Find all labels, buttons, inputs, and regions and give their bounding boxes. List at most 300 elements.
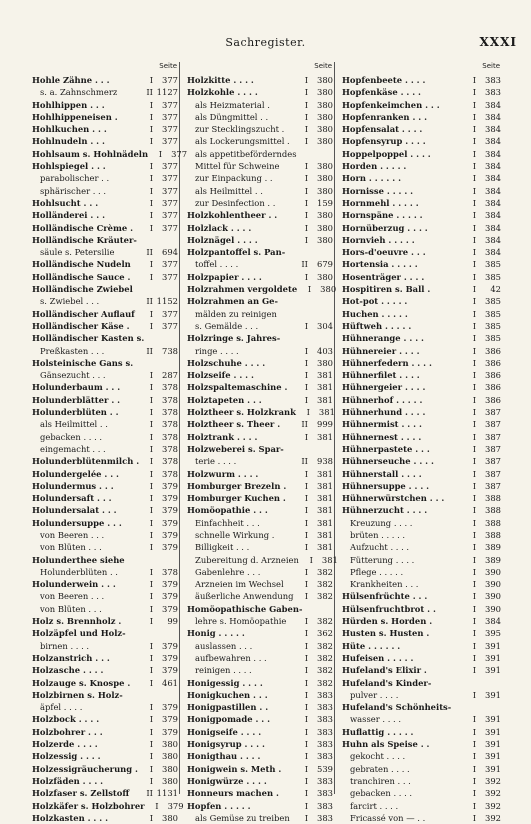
index-entry — [342, 418, 502, 430]
entry-page: 386 — [485, 345, 501, 356]
index-entry — [32, 258, 179, 270]
index-entry — [342, 492, 502, 504]
index-entry — [32, 590, 179, 602]
entry-page: 378 — [162, 394, 178, 405]
entry-volume: I — [304, 591, 308, 602]
entry-term: Aufzucht . . . . — [350, 542, 410, 553]
entry-page: 377 — [162, 99, 178, 110]
index-entry — [32, 99, 179, 111]
index-entry — [342, 787, 502, 799]
entry-volume: I — [304, 431, 308, 442]
entry-term: Holzasche . . . . — [32, 665, 104, 676]
index-entry — [32, 738, 179, 750]
entry-term: Hühnernest . . . . — [342, 431, 422, 442]
entry-page: 381 — [317, 493, 333, 504]
index-entry — [32, 357, 179, 369]
entry-term: Homöopathische Gaben- — [187, 603, 303, 614]
entry-volume: I — [304, 480, 308, 491]
entry-volume: I — [149, 320, 153, 331]
entry-page: 391 — [485, 665, 501, 676]
entry-term: Hohlkuchen . . . — [32, 124, 107, 135]
entry-term: Hohlhippen . . . — [32, 99, 105, 110]
entry-volume: I — [472, 763, 476, 774]
entry-page: 378 — [162, 382, 178, 393]
entry-page: 389 — [485, 554, 501, 565]
entry-term: toffel . . . . — [195, 259, 239, 270]
entry-page: 383 — [317, 751, 333, 762]
entry-volume: I — [472, 271, 476, 282]
index-entry — [32, 787, 179, 799]
index-entry — [187, 554, 338, 566]
entry-volume: I — [472, 493, 476, 504]
entry-page: 382 — [317, 640, 333, 651]
entry-page: 384 — [485, 234, 501, 245]
entry-term: Fricassé von — . . — [350, 812, 426, 823]
entry-page: 380 — [317, 75, 333, 85]
index-entry — [342, 763, 502, 775]
entry-page: 383 — [317, 702, 333, 713]
entry-page: 379 — [162, 529, 178, 540]
entry-term: Holzpapier . . . . — [187, 271, 262, 282]
entry-page: 380 — [317, 124, 333, 135]
entry-page: 377 — [162, 185, 178, 196]
entry-page: 385 — [485, 259, 501, 270]
entry-term: wasser . . . . — [350, 714, 402, 725]
index-column-2 — [187, 62, 338, 823]
entry-volume: I — [304, 800, 308, 811]
entry-page: 383 — [317, 689, 333, 700]
entry-volume: I — [149, 812, 153, 823]
entry-term: Hortensia . . . . . — [342, 259, 418, 270]
index-entry — [342, 701, 502, 713]
entry-term: gebraten . . . . — [350, 763, 410, 774]
entry-term: auslassen . . . — [195, 640, 253, 651]
index-entry — [187, 787, 334, 799]
index-entry — [32, 443, 179, 455]
index-entry — [187, 713, 334, 725]
index-entry — [342, 775, 502, 787]
entry-page: 679 — [317, 259, 333, 270]
index-entry — [342, 111, 502, 123]
entry-term: Hohlsucht . . . — [32, 197, 99, 208]
entry-term: Holzseife . . . . — [187, 370, 254, 381]
entry-volume: I — [472, 148, 476, 159]
entry-volume: I — [304, 542, 308, 553]
entry-page: 384 — [485, 124, 501, 135]
entry-page: 386 — [485, 370, 501, 381]
index-entry — [32, 603, 179, 615]
entry-page: 379 — [162, 517, 178, 528]
entry-volume: I — [149, 419, 153, 430]
entry-volume: I — [149, 468, 153, 479]
entry-term: Honigwein s. Meth . — [187, 763, 282, 774]
entry-page: 378 — [162, 431, 178, 442]
seite-label: Seite — [482, 62, 500, 70]
index-entry — [342, 541, 502, 553]
entry-term: birnen . . . . — [40, 640, 90, 651]
entry-term: Honigsyrup . . . . — [187, 739, 265, 750]
entry-volume: I — [472, 296, 476, 307]
entry-volume: I — [304, 99, 308, 110]
index-entry — [32, 652, 179, 664]
entry-term: von Blüten . . . — [40, 542, 102, 553]
entry-volume: I — [304, 579, 308, 590]
index-entry — [342, 345, 502, 357]
entry-volume: I — [472, 345, 476, 356]
entry-volume: I — [304, 468, 308, 479]
entry-term: mälden zu reinigen — [195, 308, 277, 319]
index-entry — [32, 271, 179, 283]
index-entry — [32, 468, 179, 480]
entry-page: 380 — [162, 751, 178, 762]
entry-page: 382 — [317, 579, 333, 590]
index-entry — [342, 640, 502, 652]
index-entry — [187, 726, 334, 738]
entry-volume: I — [304, 75, 308, 85]
entry-volume: I — [472, 714, 476, 725]
index-entry — [32, 431, 179, 443]
entry-page: 380 — [317, 234, 333, 245]
entry-page: 384 — [485, 136, 501, 147]
entry-page: 380 — [317, 136, 333, 147]
entry-volume: I — [472, 161, 476, 172]
entry-term: Holländischer Auflauf — [32, 308, 135, 319]
entry-volume: I — [304, 271, 308, 282]
entry-term: Huflattig . . . . . — [342, 726, 414, 737]
entry-volume: I — [149, 566, 153, 577]
index-entry — [32, 209, 179, 221]
index-entry — [342, 74, 502, 86]
entry-page: 379 — [162, 714, 178, 725]
index-entry — [187, 381, 334, 393]
entry-volume: I — [472, 665, 476, 676]
index-column-1 — [32, 62, 188, 823]
entry-volume: I — [472, 185, 476, 196]
entry-volume: I — [472, 419, 476, 430]
entry-term: Arzneien im Wechsel — [195, 579, 284, 590]
index-entry — [32, 627, 179, 639]
entry-page: 377 — [162, 222, 178, 233]
entry-term: Holztapeten . . . — [187, 394, 262, 405]
entry-volume: I — [472, 800, 476, 811]
entry-volume: I — [307, 284, 312, 295]
entry-term: Holländischer Käse . — [32, 320, 130, 331]
index-entry — [342, 431, 502, 443]
entry-page: 390 — [485, 579, 501, 590]
index-column-3 — [342, 62, 502, 823]
entry-volume: I — [149, 640, 153, 651]
index-entry — [32, 148, 188, 160]
entry-term: Holzwurm . . . . — [187, 468, 259, 479]
entry-volume: I — [472, 87, 476, 98]
entry-term: Billigkeit . . . — [195, 542, 250, 553]
entry-term: parabolischer . . — [40, 173, 110, 184]
entry-term: Hopfenranken . . . — [342, 111, 428, 122]
entry-term: Holz s. Brennholz . — [32, 616, 122, 627]
index-entry — [32, 394, 179, 406]
index-entry — [342, 394, 502, 406]
entry-page: 384 — [485, 99, 501, 110]
entry-page: 379 — [162, 542, 178, 553]
entry-term: Holzäpfel und Holz- — [32, 628, 126, 639]
index-entry — [32, 86, 179, 98]
entry-term: Honigessig . . . . — [187, 677, 263, 688]
entry-page: 391 — [485, 640, 501, 651]
index-entry — [187, 627, 334, 639]
entry-page: 381 — [317, 480, 333, 491]
entry-volume: I — [304, 763, 308, 774]
entry-volume: I — [149, 739, 153, 750]
index-entry — [32, 172, 179, 184]
entry-term: als Heizmaterial . — [195, 99, 270, 110]
index-entry — [187, 701, 334, 713]
entry-page: 379 — [162, 603, 178, 614]
entry-page: 391 — [485, 714, 501, 725]
entry-volume: I — [304, 493, 308, 504]
entry-term: Holzbock . . . . — [32, 714, 100, 725]
entry-volume: I — [472, 726, 476, 737]
index-entry — [342, 222, 502, 234]
entry-volume: I — [472, 308, 476, 319]
index-entry — [32, 185, 179, 197]
entry-term: Fütterung . . . . — [350, 554, 415, 565]
entry-term: Einfachheit . . . — [195, 517, 260, 528]
entry-volume: I — [149, 308, 153, 319]
index-entry — [342, 738, 502, 750]
entry-page: 383 — [317, 788, 333, 799]
entry-volume: I — [304, 234, 308, 245]
entry-volume: I — [149, 775, 153, 786]
entry-page: 391 — [485, 751, 501, 762]
entry-volume: I — [149, 517, 153, 528]
index-entry — [342, 308, 502, 320]
entry-volume: I — [149, 271, 153, 282]
entry-term: Honigpastillen . . — [187, 702, 269, 713]
entry-page: 385 — [485, 308, 501, 319]
entry-volume: I — [149, 210, 153, 221]
index-entry — [32, 135, 179, 147]
entry-page: 380 — [162, 775, 178, 786]
entry-term: äpfel . . . . — [40, 702, 83, 713]
index-entry — [32, 295, 179, 307]
entry-page: 381 — [317, 529, 333, 540]
entry-term: Holundersalat . . . — [32, 505, 117, 516]
entry-volume: I — [304, 652, 308, 663]
index-entry — [342, 271, 502, 283]
entry-volume: I — [472, 124, 476, 135]
entry-page: 380 — [317, 173, 333, 184]
index-entry — [187, 566, 334, 578]
entry-page: 377 — [162, 75, 178, 85]
entry-term: terie . . . . — [195, 456, 237, 467]
entry-page: 403 — [317, 345, 333, 356]
entry-term: Holzbirnen s. Holz- — [32, 689, 123, 700]
entry-page: 379 — [162, 702, 178, 713]
entry-volume: I — [472, 542, 476, 553]
entry-volume: I — [304, 87, 308, 98]
entry-term: Holzweberei s. Spar- — [187, 443, 284, 454]
entry-term: Holzlack . . . . — [187, 222, 252, 233]
index-entry — [187, 800, 334, 812]
index-entry — [32, 123, 179, 135]
entry-volume: I — [472, 739, 476, 750]
entry-page: 391 — [485, 726, 501, 737]
entry-term: pulver . . . . — [350, 689, 399, 700]
entry-volume: I — [472, 111, 476, 122]
index-entry — [187, 812, 334, 824]
entry-term: Hühnereier . . . . — [342, 345, 420, 356]
entry-page: 388 — [485, 505, 501, 516]
entry-term: Hot-pot . . . . . — [342, 296, 408, 307]
entry-term: brüten . . . . . — [350, 529, 406, 540]
entry-page: 378 — [162, 443, 178, 454]
index-entry — [32, 763, 179, 775]
index-entry — [342, 750, 502, 762]
entry-term: Holunderblütenmilch . — [32, 456, 140, 467]
entry-page: 99 — [167, 616, 178, 627]
entry-page: 391 — [485, 739, 501, 750]
entry-term: Holztrank . . . . — [187, 431, 258, 442]
entry-term: zur Desinfection . . — [195, 197, 276, 208]
entry-term: ringe . . . . — [195, 345, 239, 356]
entry-term: gekocht . . . . — [350, 751, 406, 762]
entry-volume: I — [304, 788, 308, 799]
entry-page: 380 — [162, 739, 178, 750]
entry-term: Hühnerseuche . . . . — [342, 456, 434, 467]
entry-term: s. a. Zahnschmerz — [40, 87, 118, 98]
index-entry — [32, 677, 179, 689]
entry-page: 380 — [162, 763, 178, 774]
index-entry — [342, 258, 502, 270]
entry-term: Holzrahmen an Ge- — [187, 296, 278, 307]
index-entry — [187, 320, 334, 332]
entry-term: Holundergelée . . . — [32, 468, 119, 479]
entry-page: 380 — [317, 87, 333, 98]
entry-page: 381 — [317, 431, 333, 442]
entry-term: Holzschuhe . . . . — [187, 357, 266, 368]
entry-term: Holzkohle . . . . — [187, 87, 258, 98]
index-entry — [187, 197, 334, 209]
entry-volume: I — [304, 677, 308, 688]
entry-page: 938 — [317, 456, 333, 467]
entry-page: 378 — [162, 456, 179, 467]
entry-volume: I — [304, 714, 308, 725]
page-title: Sachregister. — [225, 36, 306, 49]
entry-volume: I — [304, 185, 308, 196]
entry-page: 42 — [490, 284, 501, 295]
entry-term: Husten s. Husten . — [342, 628, 430, 639]
entry-volume: I — [472, 210, 476, 221]
entry-term: Holländische Zwiebel — [32, 284, 133, 295]
entry-page: 380 — [162, 812, 178, 823]
entry-volume: I — [472, 640, 476, 651]
entry-term: Holunderthee siehe — [32, 554, 125, 565]
index-entry — [187, 492, 334, 504]
entry-page: 378 — [162, 566, 178, 577]
index-entry — [187, 689, 334, 701]
entry-volume: I — [149, 259, 153, 270]
entry-page: 384 — [485, 616, 501, 627]
index-entry — [32, 283, 179, 295]
entry-volume: I — [149, 665, 153, 676]
entry-term: Kreuzung . . . . — [350, 517, 413, 528]
entry-page: 387 — [485, 431, 501, 442]
entry-page: 380 — [317, 111, 333, 122]
entry-term: Gänsezucht . . . — [40, 370, 106, 381]
entry-volume: I — [472, 247, 476, 258]
entry-volume: I — [304, 357, 308, 368]
index-entry — [187, 74, 334, 86]
entry-page: 379 — [162, 640, 178, 651]
index-entry — [187, 652, 334, 664]
entry-volume: I — [304, 394, 308, 405]
entry-page: 382 — [317, 652, 333, 663]
index-entry — [32, 701, 179, 713]
entry-term: Hohle Zähne . . . — [32, 75, 110, 85]
index-entry — [187, 295, 334, 307]
entry-volume: I — [149, 652, 153, 663]
entry-volume: I — [472, 591, 476, 602]
seite-label: Seite — [314, 62, 332, 70]
entry-term: Hühnermist . . . . — [342, 419, 422, 430]
index-entry — [32, 504, 179, 516]
entry-term: Holznägel . . . . — [187, 234, 258, 245]
index-entry — [187, 738, 334, 750]
entry-page: 385 — [485, 333, 501, 344]
index-entry — [187, 418, 334, 430]
entry-page: 383 — [317, 726, 333, 737]
index-entry — [342, 123, 502, 135]
index-entry — [187, 234, 334, 246]
index-entry — [187, 517, 334, 529]
entry-page: 392 — [485, 788, 501, 799]
entry-term: farcirt . . . . — [350, 800, 399, 811]
entry-volume: I — [472, 197, 476, 208]
index-entry — [187, 123, 334, 135]
entry-volume: I — [149, 702, 153, 713]
entry-volume: I — [472, 812, 476, 823]
entry-volume: I — [304, 616, 308, 627]
index-entry — [32, 234, 179, 246]
entry-volume: I — [149, 763, 153, 774]
entry-term: s. Zwiebel . . . — [40, 296, 100, 307]
index-entry — [187, 332, 334, 344]
entry-volume: I — [472, 751, 476, 762]
index-entry — [187, 763, 334, 775]
entry-volume: I — [472, 407, 476, 418]
entry-volume: I — [304, 665, 308, 676]
entry-term: eingemacht . . . — [40, 443, 106, 454]
index-entry — [32, 160, 179, 172]
entry-page: 379 — [162, 726, 178, 737]
entry-term: von Beeren . . . — [40, 529, 105, 540]
entry-term: zur Einpackung . . — [195, 173, 273, 184]
index-entry — [342, 566, 502, 578]
index-entry — [342, 504, 502, 516]
index-entry — [187, 750, 334, 762]
entry-volume: II — [301, 419, 308, 430]
entry-term: Hühnerwürstchen . . . — [342, 493, 445, 504]
entry-page: 383 — [317, 800, 333, 811]
index-entry — [187, 455, 334, 467]
entry-term: Hospitiren s. Ball . — [342, 284, 431, 295]
entry-page: 379 — [162, 591, 178, 602]
entry-volume: I — [472, 75, 476, 85]
entry-volume: I — [472, 382, 476, 393]
entry-volume: I — [149, 124, 153, 135]
index-entry — [32, 750, 179, 762]
index-entry — [187, 148, 334, 160]
